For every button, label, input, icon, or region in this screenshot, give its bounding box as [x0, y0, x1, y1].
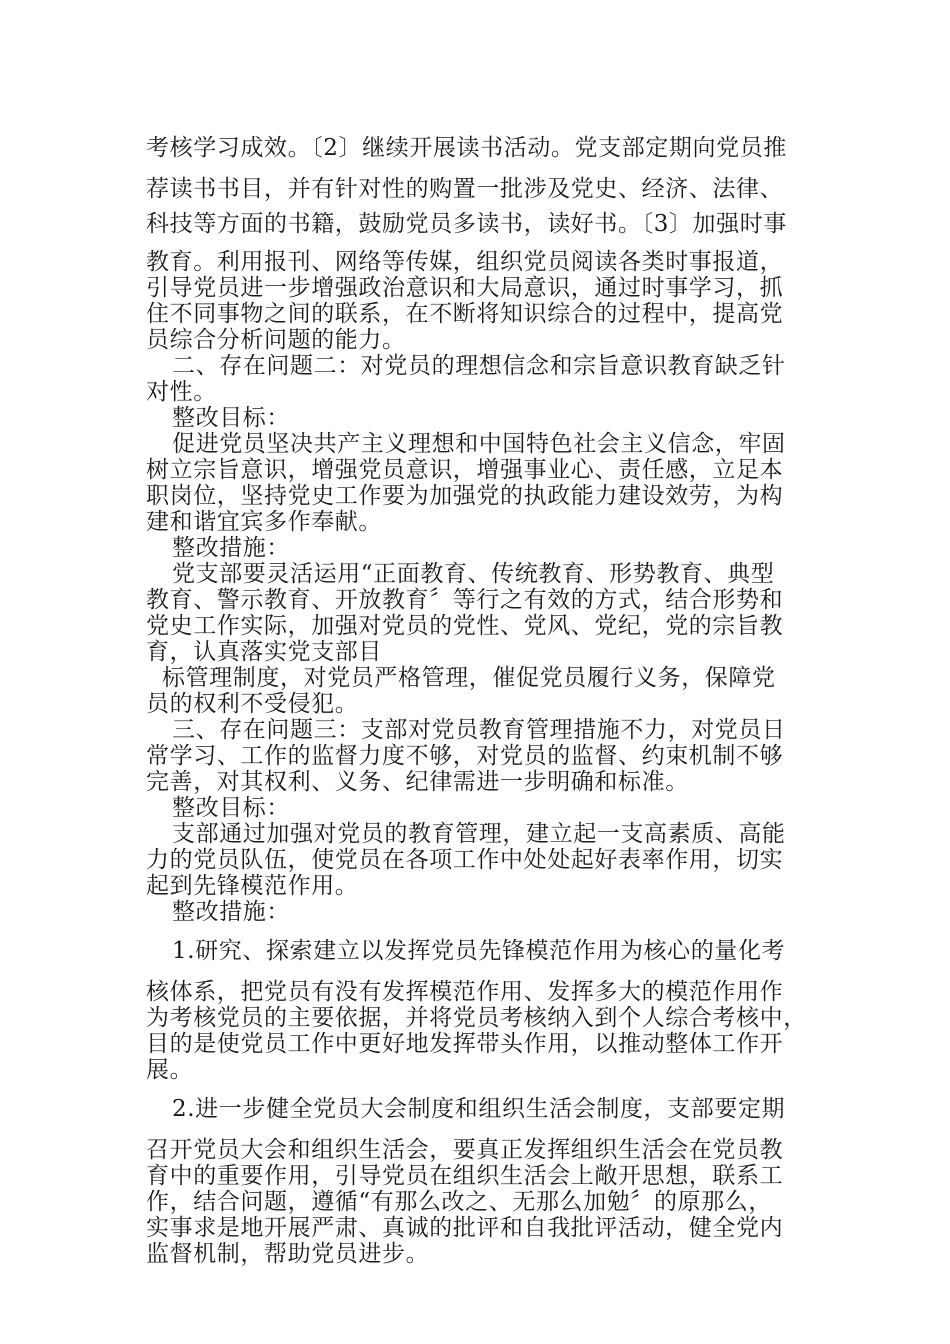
text-line: 起到先锋模范作用。 [146, 873, 359, 899]
text-line: 对性。 [146, 379, 217, 405]
section-heading: 三、存在问题三：支部对党员教育管理措施不力，对党员日 [172, 717, 786, 743]
text-line: 为考核党员的主要依据，并将党员考核纳入到个人综合考核中， [146, 1005, 807, 1031]
text-line: 目的是使党员工作中更好地发挥带头作用，以推动整体工作开 [146, 1031, 784, 1057]
text-line: 住不同事物之间的联系，在不断将知识综合的过程中，提高党 [146, 301, 784, 327]
text-line: 科技等方面的书籍，鼓励党员多读书，读好书。〔3〕加强时事 [146, 211, 787, 237]
section-heading: 二、存在问题二：对党员的理想信念和宗旨意识教育缺乏针 [172, 353, 786, 379]
subheading: 整改目标： [172, 405, 290, 431]
text-line: 促进党员坚决共产主义理想和中国特色社会主义信念，牢固 [172, 431, 786, 457]
text-line: 职岗位，坚持党史工作要为加强党的执政能力建设效劳，为构 [146, 483, 784, 509]
text-line: 核体系，把党员有没有发挥模范作用、发挥多大的模范作用作 [146, 979, 784, 1005]
text-line: 教育、警示教育、开放教育〞等行之有效的方式，结合形势和 [146, 587, 784, 613]
subheading: 整改目标： [172, 795, 290, 821]
text-line: 常学习、工作的监督力度不够，对党员的监督、约束机制不够 [146, 743, 784, 769]
text-line: 党支部要灵活运用“正面教育、传统教育、形势教育、典型 [172, 561, 775, 587]
text-line: 树立宗旨意识，增强党员意识，增强事业心、责任感，立足本 [146, 457, 784, 483]
text-line: 员的权利不受侵犯。 [146, 691, 359, 717]
text-line: 召开党员大会和组织生活会，要真正发挥组织生活会在党员教 [146, 1137, 784, 1163]
text-line: 力的党员队伍，使党员在各项工作中处处起好表率作用，切实 [146, 847, 784, 873]
text-line: 1.研究、探索建立以发挥党员先锋模范作用为核心的量化考 [172, 938, 786, 964]
text-line: 引导党员进一步增强政治意识和大局意识，通过时事学习，抓 [146, 275, 784, 301]
text-line: 完善，对其权利、义务、纪律需进一步明确和标准。 [146, 769, 689, 795]
text-line: 建和谐宜宾多作奉献。 [146, 509, 382, 535]
text-line: 育中的重要作用，引导党员在组织生活会上敞开思想，联系工 [146, 1163, 784, 1189]
subheading: 整改措施： [172, 899, 290, 925]
text-line: 监督机制，帮助党员进步。 [146, 1241, 430, 1267]
text-line: 展。 [146, 1057, 194, 1083]
text-line: 教育。利用报刊、网络等传媒，组织党员阅读各类时事报道， [146, 249, 784, 275]
text-line: 员综合分析问题的能力。 [146, 327, 406, 353]
text-line: 育，认真落实党支部目 [146, 639, 382, 665]
text-line: 2.进一步健全党员大会制度和组织生活会制度，支部要定期 [172, 1096, 786, 1122]
text-line: 标管理制度，对党员严格管理，催促党员履行义务，保障党 [162, 665, 776, 691]
subheading: 整改措施： [172, 535, 290, 561]
text-line: 党史工作实际，加强对党员的党性、党风、党纪，党的宗旨教 [146, 613, 784, 639]
text-line: 考核学习成效。〔2〕继续开展读书活动。党支部定期向党员推 [146, 135, 787, 161]
text-line: 实事求是地开展严肃、真诚的批评和自我批评活动，健全党内 [146, 1215, 784, 1241]
text-line: 作，结合问题，遵循“有那么改之、无那么加勉〞的原那么， [146, 1189, 772, 1215]
text-line: 荐读书书目，并有针对性的购置一批涉及党史、经济、法律、 [146, 176, 784, 202]
text-line: 支部通过加强对党员的教育管理，建立起一支高素质、高能 [172, 821, 786, 847]
